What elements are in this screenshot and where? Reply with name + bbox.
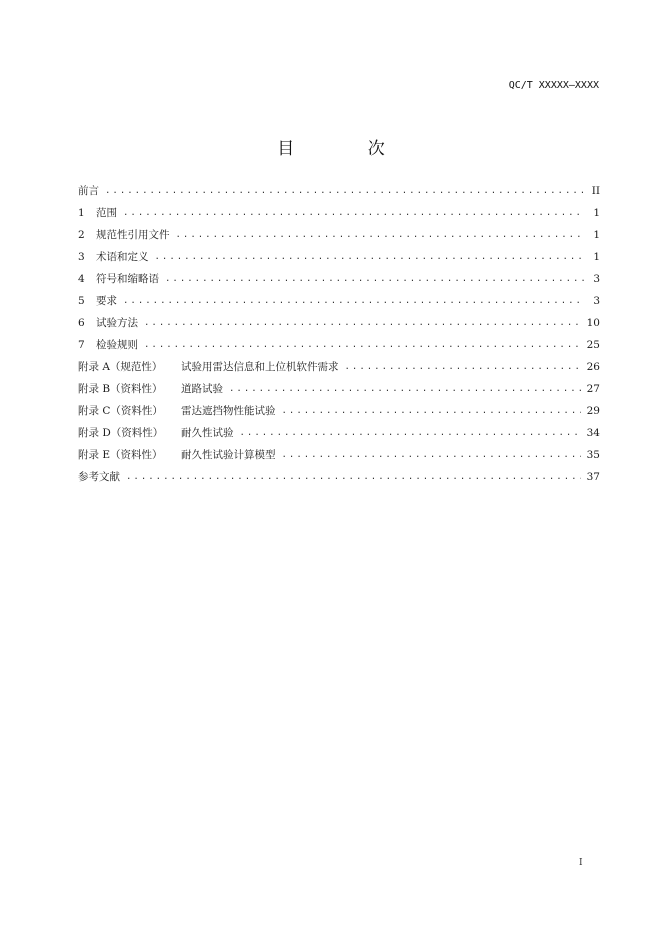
- toc-entry[interactable]: [78, 356, 600, 378]
- toc-entry-page: 26: [586, 361, 600, 373]
- toc-entry-page: 3: [593, 295, 600, 307]
- toc-entry-page: 1: [593, 251, 600, 263]
- toc-entry-page: 3: [593, 273, 600, 285]
- toc-dot-leader: [165, 268, 584, 290]
- toc-entry-number: 2: [78, 229, 85, 241]
- toc-dot-leader: [282, 400, 581, 422]
- toc-dot-leader: [123, 202, 584, 224]
- toc-entry-page: 29: [586, 405, 600, 417]
- toc-entry-label: 范围: [96, 207, 117, 219]
- toc-entry-annex: 附录 B（资料性）: [78, 383, 163, 395]
- toc-entry-label: 前言: [78, 185, 99, 197]
- toc-entry-label: 术语和定义: [96, 251, 149, 263]
- toc-entry-label: 要求: [96, 295, 117, 307]
- toc-entry-number: 3: [78, 251, 85, 263]
- toc-entry-label: 检验规则: [96, 339, 138, 351]
- toc-entry-number: 6: [78, 317, 85, 329]
- document-code: QC/T XXXXX—XXXX: [508, 80, 599, 91]
- toc-entry-number: 7: [78, 339, 85, 351]
- toc-entry-annex: 附录 A（规范性）: [78, 361, 163, 373]
- toc-entry[interactable]: [78, 422, 600, 444]
- toc-entry[interactable]: [78, 180, 600, 202]
- toc-dot-leader: [282, 444, 581, 466]
- toc-entry-page: 25: [586, 339, 600, 351]
- toc-dot-leader: [144, 312, 581, 334]
- toc-dot-leader: [123, 290, 584, 312]
- toc-dot-leader: [155, 246, 585, 268]
- toc-entry-number: 5: [78, 295, 85, 307]
- toc-entry-page: 1: [593, 229, 600, 241]
- toc-dot-leader: [240, 422, 581, 444]
- toc-entry-label: 耐久性试验计算模型: [181, 449, 276, 461]
- toc-entry-label: 雷达遮挡物性能试验: [181, 405, 276, 417]
- toc-entry[interactable]: [78, 312, 600, 334]
- toc-entry-label: 试验用雷达信息和上位机软件需求: [181, 361, 339, 373]
- toc-entry[interactable]: [78, 224, 600, 246]
- toc-dot-leader: [345, 356, 581, 378]
- toc-entry[interactable]: [78, 334, 600, 356]
- toc-entry-annex: 附录 E（资料性）: [78, 449, 163, 461]
- toc-entry-label: 参考文献: [78, 471, 120, 483]
- toc-entry-label: 试验方法: [96, 317, 138, 329]
- toc-dot-leader: [126, 466, 581, 488]
- toc-entry[interactable]: [78, 268, 600, 290]
- toc-dot-leader: [144, 334, 581, 356]
- toc-entry-annex: 附录 C（资料性）: [78, 405, 163, 417]
- toc-dot-leader: [229, 378, 581, 400]
- toc-entry-page: 37: [586, 471, 600, 483]
- toc-entry-page: 34: [586, 427, 600, 439]
- toc-entry-page: 10: [586, 317, 600, 329]
- toc-entry[interactable]: [78, 246, 600, 268]
- toc-entry[interactable]: [78, 466, 600, 488]
- toc-entry-page: 27: [586, 383, 600, 395]
- toc-entry-page: 1: [593, 207, 600, 219]
- toc-entry-page: II: [591, 185, 600, 197]
- toc-entry-annex: 附录 D（资料性）: [78, 427, 164, 439]
- toc-entry-number: 4: [78, 273, 85, 285]
- toc-entry-label: 道路试验: [181, 383, 223, 395]
- toc-entry-page: 35: [586, 449, 600, 461]
- toc-entry[interactable]: [78, 378, 600, 400]
- toc-dot-leader: [176, 224, 585, 246]
- toc-entry[interactable]: [78, 444, 600, 466]
- table-of-contents: [78, 180, 600, 488]
- toc-entry[interactable]: [78, 290, 600, 312]
- toc-entry[interactable]: [78, 400, 600, 422]
- toc-entry[interactable]: [78, 202, 600, 224]
- page-number: I: [579, 858, 583, 868]
- page-title: 目 次: [277, 139, 419, 159]
- toc-entry-label: 耐久性试验: [181, 427, 234, 439]
- toc-entry-label: 符号和缩略语: [96, 273, 159, 285]
- toc-entry-label: 规范性引用文件: [96, 229, 170, 241]
- toc-entry-number: 1: [78, 207, 85, 219]
- toc-dot-leader: [105, 180, 584, 202]
